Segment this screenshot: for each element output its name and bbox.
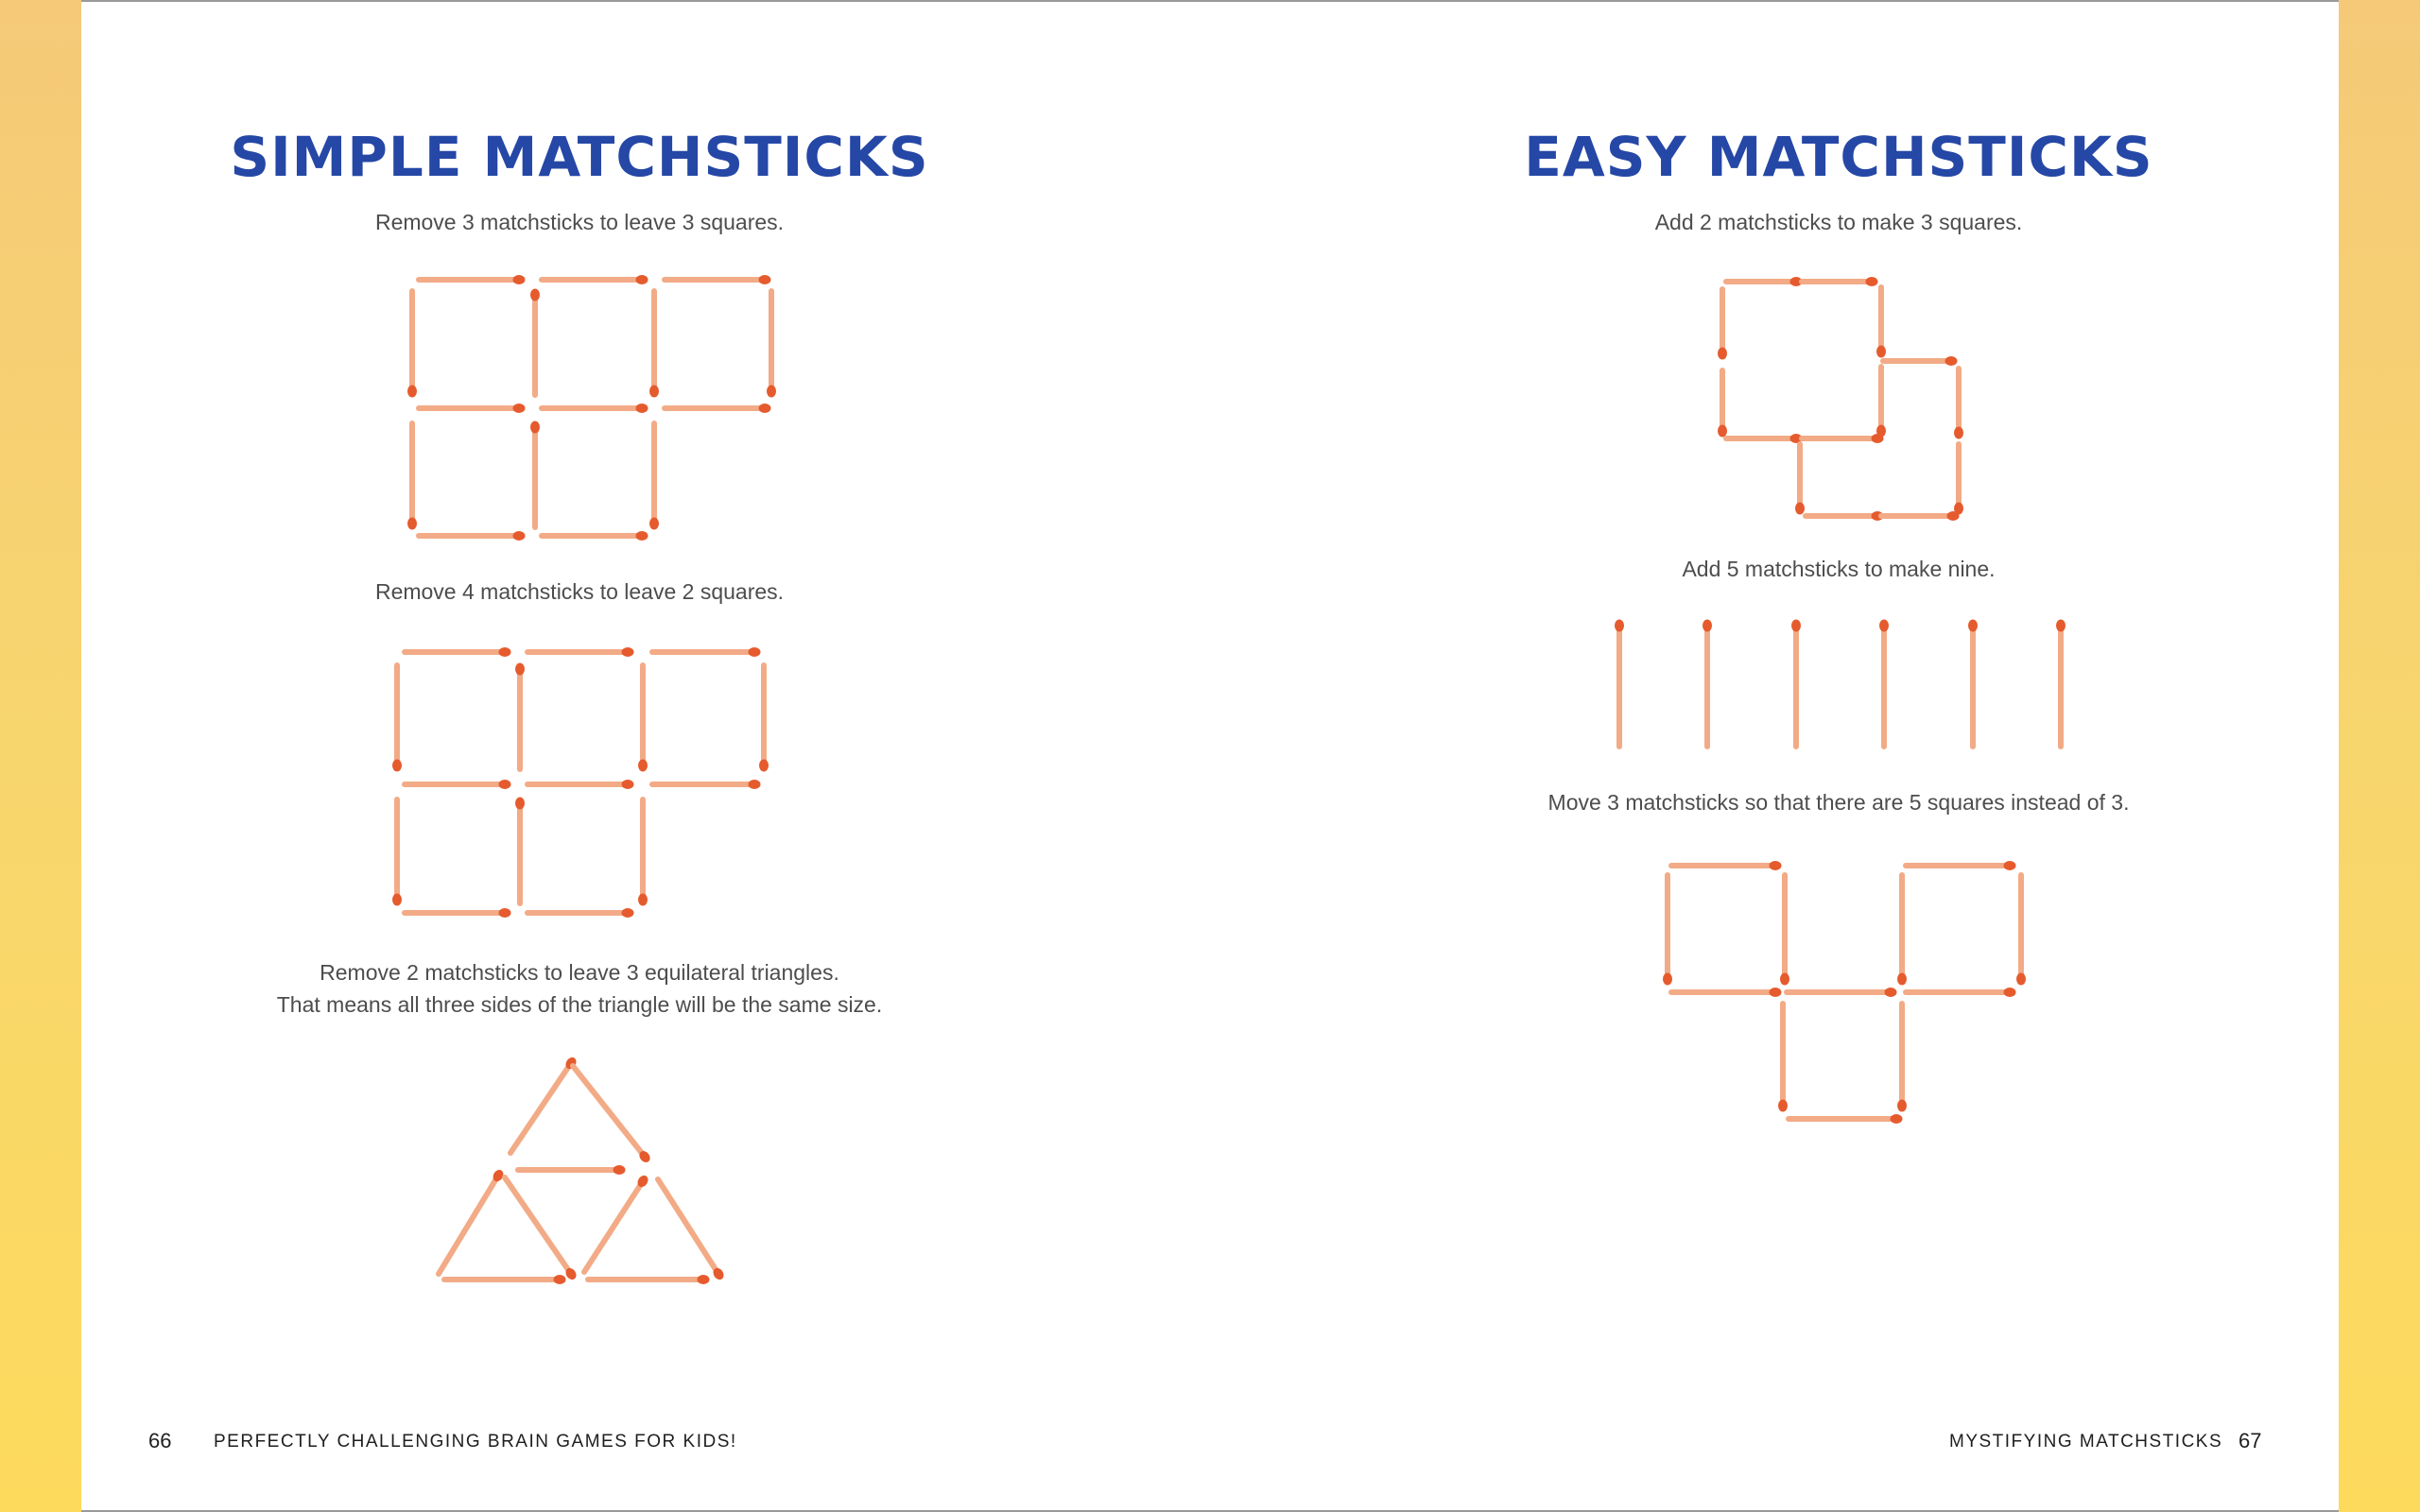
matchstick-icon — [652, 780, 761, 789]
puzzle-2-grid — [392, 647, 769, 918]
matchstick-icon — [658, 1179, 726, 1281]
matchstick-icon — [419, 404, 526, 413]
matchstick-icon — [1780, 875, 1789, 986]
matchstick-icon — [1806, 511, 1884, 521]
matchstick-icon — [665, 275, 771, 284]
matchstick-icon — [1881, 511, 1960, 521]
matchstick-icon — [1883, 356, 1958, 366]
matchstick-icon — [1897, 875, 1907, 986]
matchstick-icon — [419, 531, 526, 541]
matchstick-icon — [2056, 620, 2066, 747]
matchstick-icon — [542, 275, 648, 284]
matchstick-icon — [1615, 620, 1624, 747]
matchstick-icon — [527, 780, 634, 789]
matchstick-icon — [1791, 620, 1801, 747]
matchstick-icon — [588, 1275, 710, 1284]
matchstick-icon — [649, 423, 659, 530]
left-running-head: PERFECTLY CHALLENGING BRAIN GAMES FOR KIDS! — [214, 1432, 737, 1452]
matchstick-icon — [1954, 444, 1963, 515]
matchstick-icon — [638, 799, 648, 906]
matchstick-icon — [444, 1275, 566, 1284]
puzzle-5-instruction: Add 5 matchsticks to make nine. — [1682, 557, 1996, 581]
matchstick-icon — [1876, 287, 1886, 358]
matchstick-icon — [505, 1177, 579, 1281]
matchstick-icon — [530, 421, 540, 528]
matchstick-icon — [638, 665, 648, 772]
puzzle-3-instruction-line-2: That means all three sides of the triangle will be the same size. — [276, 992, 883, 1017]
matchstick-icon — [1802, 277, 1878, 286]
matchstick-icon — [1795, 444, 1805, 515]
matchstick-icon — [1897, 1004, 1907, 1112]
matchstick-icon — [1778, 1004, 1788, 1112]
matchstick-icon — [530, 289, 540, 396]
left-page-number: 66 — [148, 1429, 172, 1452]
matchstick-icon — [527, 908, 634, 918]
matchstick-icon — [2016, 875, 2026, 986]
matchstick-icon — [1954, 369, 1963, 439]
matchstick-icon — [515, 798, 525, 904]
matchstick-icon — [518, 1165, 626, 1175]
matchstick-icon — [1789, 1114, 1903, 1124]
matchstick-icon — [407, 291, 417, 398]
matchstick-icon — [1876, 367, 1886, 438]
matchstick-icon — [1726, 434, 1803, 443]
matchstick-icon — [652, 647, 761, 657]
matchstick-icon — [392, 665, 402, 772]
matchstick-icon — [759, 665, 769, 772]
matchstick-icon — [527, 647, 634, 657]
right-running-head: MYSTIFYING MATCHSTICKS — [1949, 1432, 2223, 1452]
matchstick-icon — [649, 291, 659, 398]
puzzle-5-row — [1615, 620, 2066, 747]
matchstick-icon — [1802, 434, 1884, 443]
puzzle-1-grid — [407, 275, 776, 541]
puzzle-6-instruction: Move 3 matchsticks so that there are 5 squares instead of 3. — [1547, 790, 2130, 815]
matchstick-icon — [542, 404, 648, 413]
puzzle-2-instruction: Remove 4 matchsticks to leave 2 squares. — [374, 579, 785, 604]
matchstick-icon — [405, 908, 511, 918]
matchstick-icon — [1718, 289, 1727, 360]
matchstick-icon — [767, 291, 776, 398]
matchstick-icon — [1968, 620, 1978, 747]
matchstick-icon — [665, 404, 771, 413]
matchstick-icon — [573, 1066, 652, 1164]
matchstick-icon — [515, 663, 525, 770]
matchstick-icon — [1726, 277, 1803, 286]
matchstick-icon — [1787, 988, 1897, 997]
matchstick-icon — [405, 780, 511, 789]
matchstick-icon — [510, 1056, 579, 1153]
matchstick-icon — [419, 275, 526, 284]
puzzle-3-triangles — [439, 1056, 726, 1284]
right-page-title: EASY MATCHSTICKS — [1524, 125, 2153, 189]
matchstick-icon — [1671, 861, 1782, 870]
matchstick-icon — [1718, 370, 1727, 438]
puzzle-1-instruction: Remove 3 matchsticks to leave 3 squares. — [374, 210, 785, 234]
matchstick-icon — [1879, 620, 1889, 747]
matchstick-icon — [1906, 861, 2016, 870]
right-page-number: 67 — [2238, 1429, 2262, 1452]
matchstick-icon — [1906, 988, 2016, 997]
puzzle-4-instruction: Add 2 matchsticks to make 3 squares. — [1654, 210, 2023, 234]
matchstick-icon — [439, 1168, 506, 1274]
left-page-title: SIMPLE MATCHSTICKS — [230, 125, 929, 189]
matchstick-icon — [542, 531, 648, 541]
matchstick-icon — [405, 647, 511, 657]
matchstick-icon — [407, 423, 417, 530]
matchstick-icon — [1663, 875, 1672, 986]
puzzle-4-squares — [1718, 277, 1963, 521]
puzzle-3-instruction-line-1: Remove 2 matchsticks to leave 3 equilateral triangles. — [320, 960, 839, 985]
matchstick-icon — [392, 799, 402, 906]
matchstick-icon — [584, 1174, 650, 1272]
matchstick-icon — [1703, 620, 1712, 747]
matchstick-icon — [1671, 988, 1782, 997]
puzzle-6-squares — [1663, 861, 2026, 1124]
